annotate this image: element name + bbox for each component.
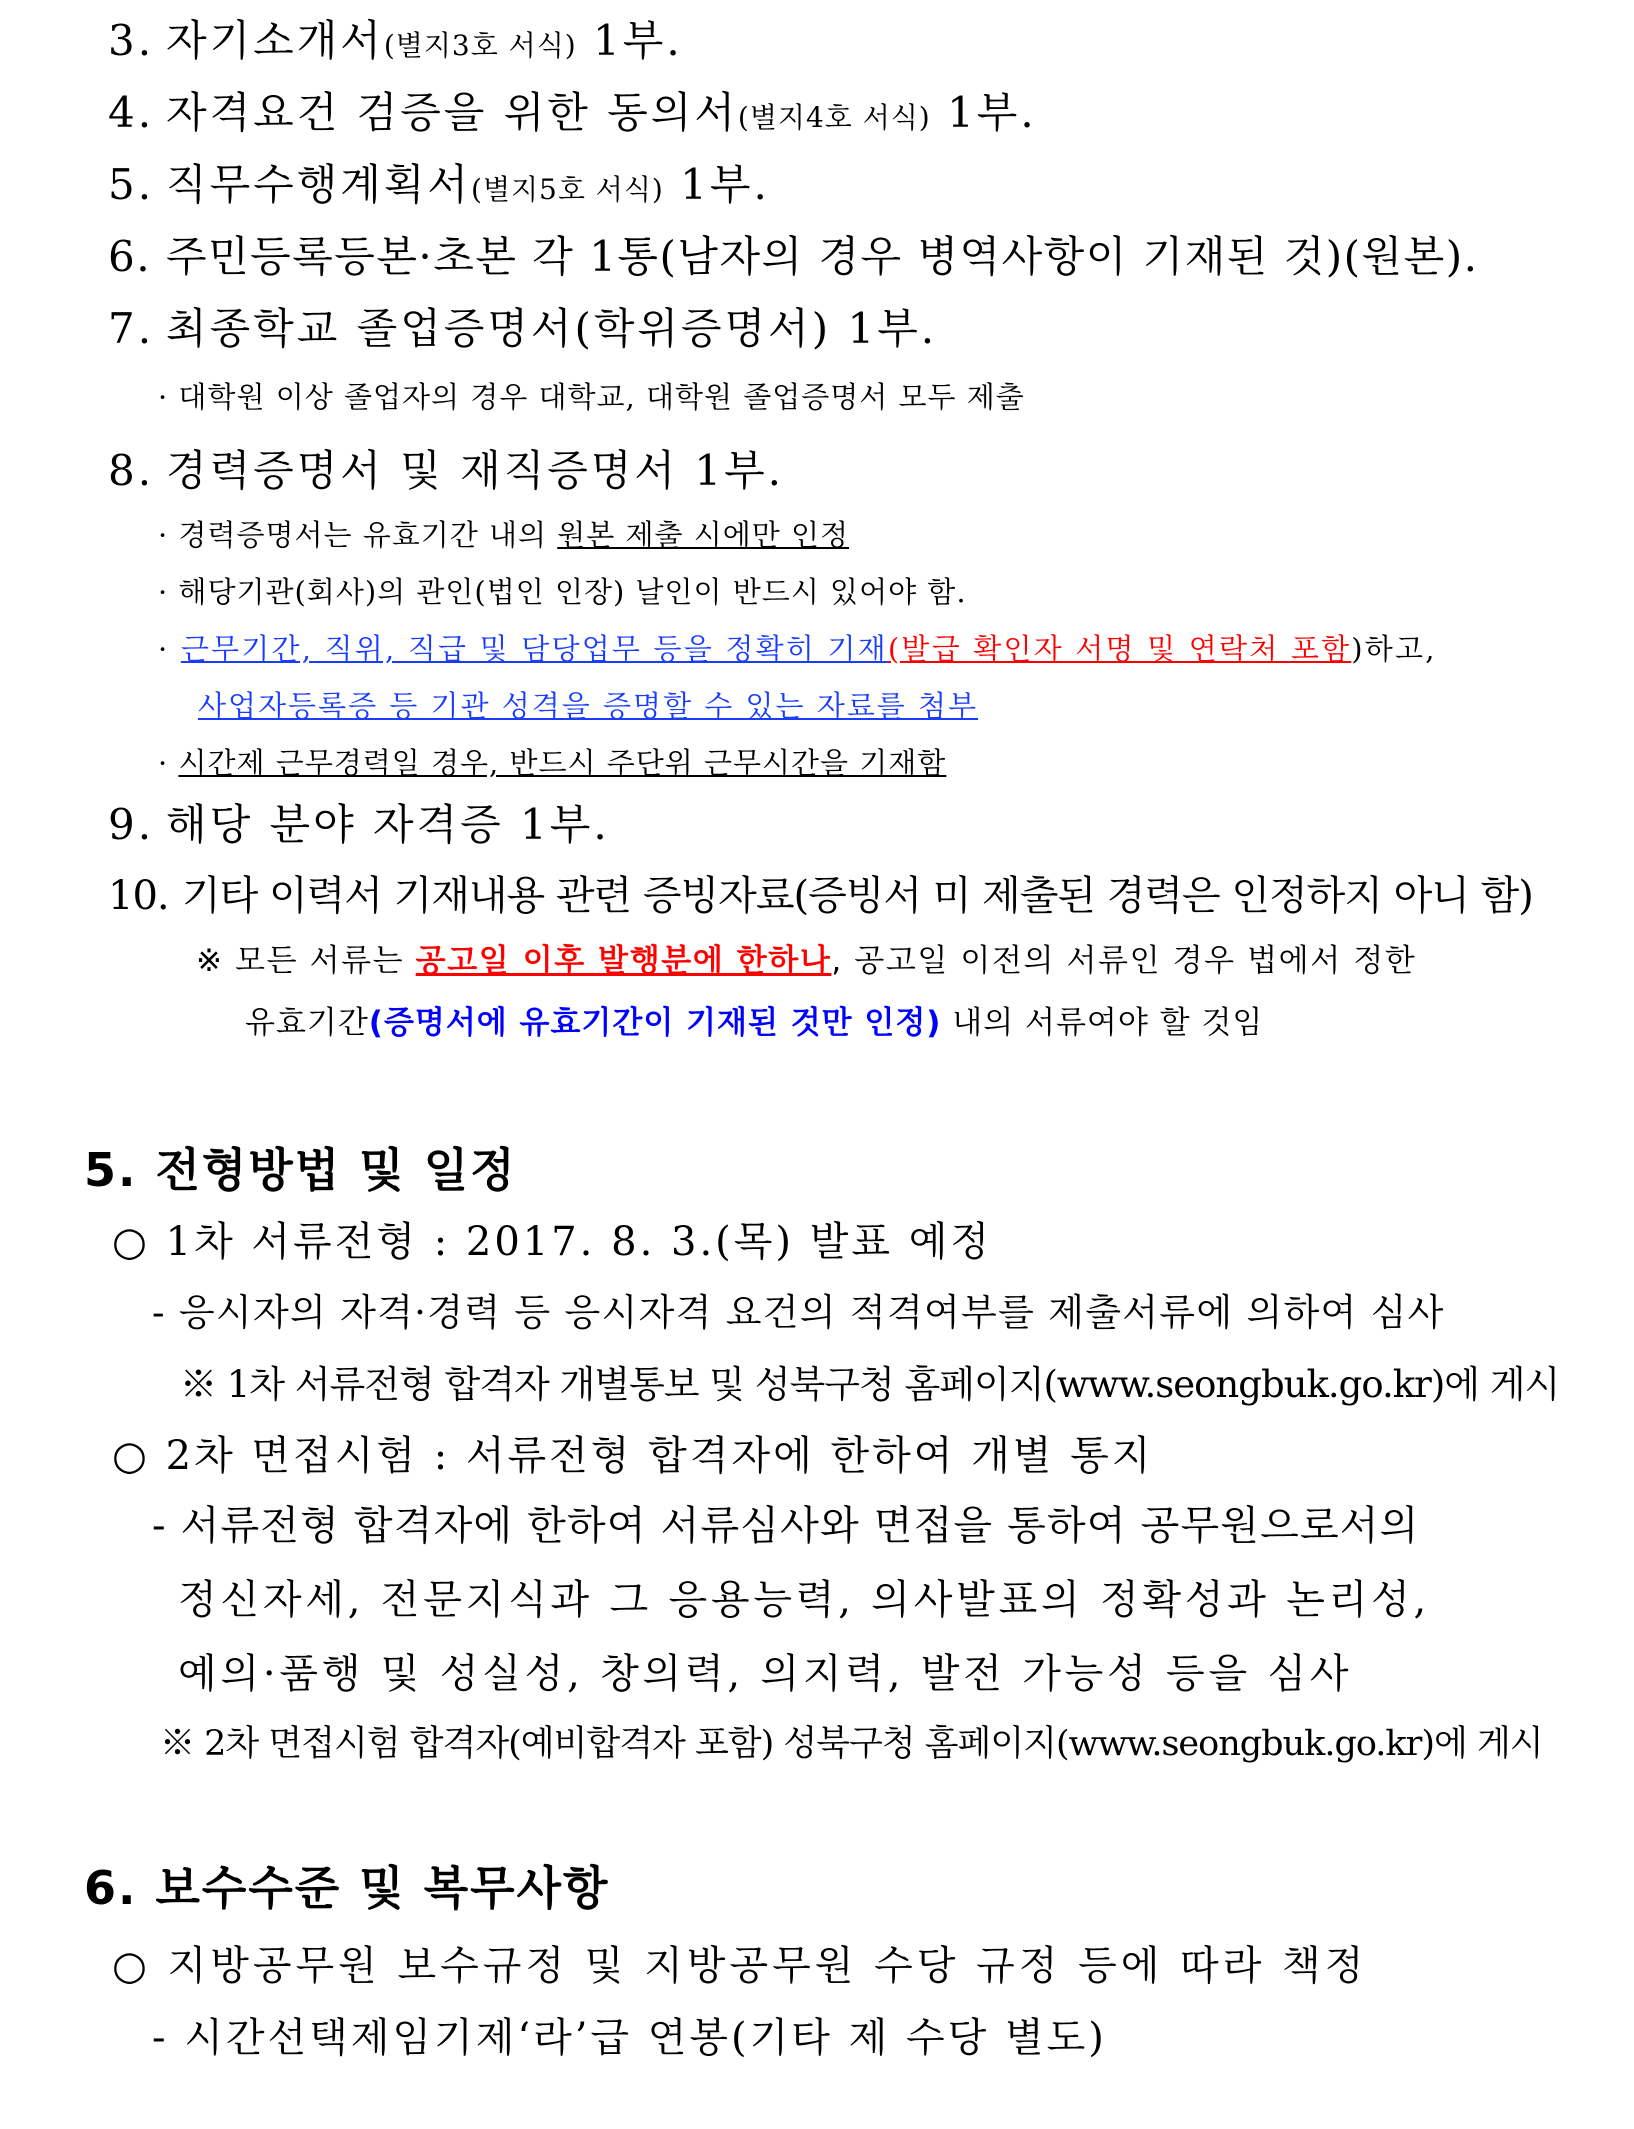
item8-bullet-3: · 근무기간, 직위, 직급 및 담당업무 등을 정확히 기재(발급 확인자 서명 및 연락처 포함)하고, <box>158 632 1437 666</box>
item-number: 8. <box>108 446 155 495</box>
list-item-5 <box>108 152 770 212</box>
item7-bullet: · 대학원 이상 졸업자의 경우 대학교, 대학원 졸업증명서 모두 제출 <box>158 380 1025 414</box>
item-text: 자격요건 검증을 위한 동의서 <box>166 88 738 137</box>
stage-2-detail-3: 예의·품행 및 성실성, 창의력, 의지력, 발전 가능성 등을 심사 <box>178 1651 1353 1697</box>
item-number: 7. <box>108 304 155 353</box>
item-number: 6. <box>108 232 152 281</box>
stage-1-line: ○ 1차 서류전형 : 2017. 8. 3.(목) 발표 예정 <box>112 1219 992 1265</box>
item-number: 9. <box>108 800 155 849</box>
documents-note-line-2: 유효기간(증명서에 유효기간이 기재된 것만 인정) 내의 서류여야 할 것임 <box>245 1005 1264 1041</box>
reference-mark: ※ <box>196 943 224 979</box>
item-text: 해당 분야 자격증 1부. <box>166 800 610 849</box>
stage-2-detail-1: - 서류전형 합격자에 한하여 서류심사와 면접을 통하여 공무원으로서의 <box>152 1503 1420 1549</box>
item-number: 4. <box>108 88 155 137</box>
item-number: 3. <box>108 16 155 65</box>
blue-underlined-text: 근무기간, 직위, 직급 및 담당업무 등을 정확히 기재 <box>180 632 888 666</box>
item-form-ref: (별지3호 서식) <box>383 29 577 62</box>
item-text: 자기소개서 <box>166 16 384 65</box>
blue-underlined-text: 사업자등록증 등 기관 성격을 증명할 수 있는 자료를 첨부 <box>198 689 979 723</box>
item-text: 기타 이력서 기재내용 관련 증빙자료(증빙서 미 제출된 경력은 인정하지 아니 함) <box>182 873 1533 919</box>
item8-bullet-1: · 경력증명서는 유효기간 내의 원본 제출 시에만 인정 <box>158 518 850 552</box>
item8-bullet-2: · 해당기관(회사)의 관인(법인 인장) 날인이 반드시 있어야 함. <box>158 575 967 609</box>
pay-line-1: ○ 지방공무원 보수규정 및 지방공무원 수당 규정 등에 따라 책정 <box>112 1943 1368 1989</box>
pay-line-2: - 시간선택제임기제‘라’급 연봉(기타 제 수당 별도) <box>152 2015 1107 2061</box>
item-text: 주민등록등본·초본 각 1통(남자의 경우 병역사항이 기재된 것)(원본). <box>166 232 1479 281</box>
item-copies: 1부. <box>930 88 1037 137</box>
item8-bullet-4: · 시간제 근무경력일 경우, 반드시 주단위 근무시간을 기재함 <box>158 746 947 780</box>
item-number: 10. <box>108 873 169 919</box>
list-item-10 <box>108 864 1533 921</box>
underlined-text: 원본 제출 시에만 인정 <box>557 518 850 552</box>
item-number: 5. <box>108 160 155 209</box>
list-item-3 <box>108 8 683 68</box>
section-6-heading: 6. 보수수준 및 복무사항 <box>84 1861 610 1915</box>
section-5-heading: 5. 전형방법 및 일정 <box>84 1143 517 1197</box>
list-item-9 <box>108 792 610 852</box>
item-form-ref: (별지4호 서식) <box>737 101 931 134</box>
item-copies: 1부. <box>663 160 770 209</box>
stage-1-note: ※ 1차 서류전형 합격자 개별통보 및 성북구청 홈페이지(www.seongbuk.go.kr)에 게시 <box>180 1363 1560 1406</box>
red-underlined-text: (발급 확인자 서명 및 연락처 포함 <box>887 632 1352 666</box>
stage-2-note: ※ 2차 면접시험 합격자(예비합격자 포함) 성북구청 홈페이지(www.seongbuk.go.kr)에 게시 <box>160 1724 1543 1764</box>
item8-bullet-3-cont <box>198 684 978 725</box>
list-item-8 <box>108 438 784 498</box>
item-copies: 1부. <box>576 16 683 65</box>
list-item-7 <box>108 296 937 356</box>
documents-note-line-1: ※ 모든 서류는 공고일 이후 발행분에 한하나, 공고일 이전의 서류인 경우 법에서 정한 <box>196 943 1417 979</box>
item-form-ref: (별지5호 서식) <box>471 173 664 206</box>
stage-1-detail: - 응시자의 자격·경력 등 응시자격 요건의 적격여부를 제출서류에 의하여 심사 <box>152 1291 1445 1334</box>
stage-2-detail-2: 정신자세, 전문지식과 그 응용능력, 의사발표의 정확성과 논리성, <box>178 1577 1431 1623</box>
list-item-6 <box>108 224 1478 284</box>
emphasis-blue: (증명서에 유효기간이 기재된 것만 인정) <box>368 1005 942 1041</box>
emphasis-red: 공고일 이후 발행분에 한하나 <box>415 943 832 979</box>
stage-2-line: ○ 2차 면접시험 : 서류전형 합격자에 한하여 개별 통지 <box>112 1433 1154 1479</box>
underlined-text: 시간제 근무경력일 경우, 반드시 주단위 근무시간을 기재함 <box>178 746 947 780</box>
item-text: 최종학교 졸업증명서(학위증명서) 1부. <box>166 304 938 353</box>
item-text: 직무수행계획서 <box>166 160 472 209</box>
item-text: 경력증명서 및 재직증명서 1부. <box>166 446 784 495</box>
list-item-4 <box>108 80 1037 140</box>
